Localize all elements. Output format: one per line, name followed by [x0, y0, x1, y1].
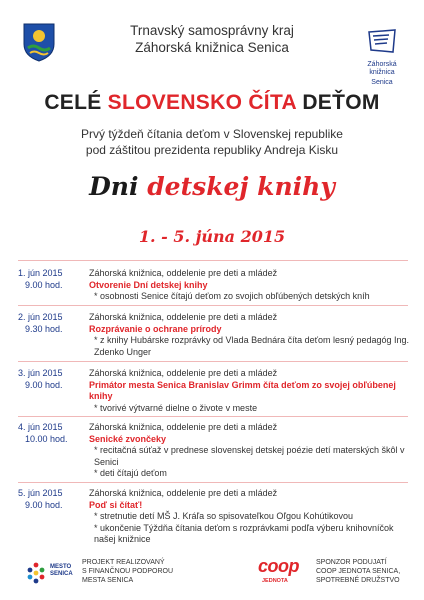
sponsor-line-3: SPOTREBNÉ DRUŽSTVO	[316, 577, 400, 584]
divider	[18, 482, 408, 483]
event-bullet: * deti čítajú deťom	[94, 468, 167, 478]
header	[0, 0, 424, 86]
event-place: Záhorská knižnica, oddelenie pre deti a mládež	[89, 312, 278, 322]
title-part-2: SLOVENSKO ČÍTA	[107, 91, 297, 114]
event-dates: 1. - 5. júna 2015	[138, 227, 286, 246]
event-time: 10.00 hod.	[25, 433, 68, 444]
event-bullet: * stretnutie detí MŠ J. Kráľa so spisovateľkou Oľgou Kohútikovou	[94, 511, 354, 521]
event-date: 4. jún 2015	[18, 422, 63, 432]
library-logo	[354, 28, 410, 87]
event-content	[89, 422, 415, 480]
coop-logo-sub: JEDNOTA	[262, 578, 288, 584]
event-content	[89, 368, 415, 414]
divider	[18, 416, 408, 417]
event-time: 9.00 hod.	[25, 279, 63, 290]
event-date-block	[18, 312, 80, 335]
library-logo-label-2: Senica	[371, 79, 393, 86]
library-logo-icon	[367, 28, 397, 54]
divider	[18, 260, 408, 261]
event-date: 5. jún 2015	[18, 488, 63, 498]
event-place: Záhorská knižnica, oddelenie pre deti a mládež	[89, 488, 278, 498]
subtitle	[20, 126, 404, 158]
event-place: Záhorská knižnica, oddelenie pre deti a mládež	[89, 368, 278, 378]
event-date: 3. jún 2015	[18, 368, 63, 378]
footer	[0, 550, 424, 600]
event-date-block	[18, 268, 80, 291]
event-content	[89, 488, 415, 546]
coop-logo: coop	[258, 556, 299, 576]
city-logo-icon	[26, 562, 46, 584]
event-date: 1. jún 2015	[18, 268, 63, 278]
org-line-1: Trnavský samosprávny kraj	[130, 23, 294, 38]
event-title-part-2: detskej knihy	[147, 172, 335, 201]
event-place: Záhorská knižnica, oddelenie pre deti a mládež	[89, 422, 278, 432]
page-title	[0, 91, 424, 115]
event-content	[89, 268, 415, 303]
event-date-block	[18, 422, 80, 445]
event-title-line: Senické zvončeky	[89, 433, 167, 444]
sponsor-line-1: SPONZOR PODUJATÍ	[316, 559, 387, 566]
library-logo-label-1: Záhorská knižnica	[367, 61, 397, 76]
event-time: 9.30 hod.	[25, 323, 63, 334]
event-date: 2. jún 2015	[18, 312, 63, 322]
organization-name	[70, 22, 354, 56]
event-date-block	[18, 368, 80, 391]
city-logo-line-2: SENICA	[50, 571, 73, 577]
project-line-3: MESTA SENICA	[82, 577, 134, 584]
title-part-3: DEŤOM	[296, 91, 380, 114]
event-date-block	[18, 488, 80, 511]
event-place: Záhorská knižnica, oddelenie pre deti a mládež	[89, 268, 278, 278]
event-title-part-1: Dni	[89, 172, 148, 201]
sponsor-line-2: COOP JEDNOTA SENICA,	[316, 568, 401, 575]
event-content	[89, 312, 415, 358]
project-line-2: S FINANČNOU PODPOROU	[82, 568, 174, 575]
event-bullet: * tvorivé výtvarné dielne o živote v meste	[94, 402, 258, 413]
event-bullet: * z knihy Hubárske rozprávky od Vlada Bednára číta deťom lesný pedagóg Ing. Zdenko Unger	[94, 335, 410, 357]
title-part-1: CELÉ	[44, 91, 108, 114]
divider	[18, 361, 408, 362]
subtitle-line-1: Prvý týždeň čítania deťom v Slovenskej republike	[81, 127, 343, 141]
event-bullet: * recitačná súťaž v prednese slovenskej detskej poézie detí materských škôl v Senici	[94, 445, 405, 467]
event-bullet: * osobnosti Senice čítajú deťom zo svojich obľúbených detských kníh	[94, 291, 370, 301]
event-title	[0, 172, 424, 201]
event-time: 9.00 hod.	[25, 379, 63, 390]
city-logo-label	[50, 564, 73, 578]
event-title-line: Poď si čítať!	[89, 499, 143, 510]
event-time: 9.00 hod.	[25, 499, 63, 510]
event-title-line: Primátor mesta Senica Branislav Grimm číta deťom zo svojej obľúbenej knihy	[89, 379, 396, 401]
event-title-line: Rozprávanie o ochrane prírody	[89, 323, 222, 334]
coat-of-arms-icon	[22, 22, 56, 62]
sponsor-text	[316, 558, 400, 585]
divider	[18, 305, 408, 306]
project-line-1: PROJEKT REALIZOVANÝ	[82, 559, 165, 566]
org-line-2: Záhorská knižnica Senica	[135, 40, 289, 55]
event-title-line: Otvorenie Dní detskej knihy	[89, 279, 208, 290]
city-logo-line-1: MESTO	[50, 564, 72, 570]
event-bullet: * ukončenie Týždňa čítania deťom s rozprávkami podľa výberu knihovníčok našej knižnice	[94, 522, 394, 544]
project-text	[82, 558, 173, 585]
subtitle-line-2: pod záštitou prezidenta republiky Andreja Kisku	[85, 143, 339, 157]
